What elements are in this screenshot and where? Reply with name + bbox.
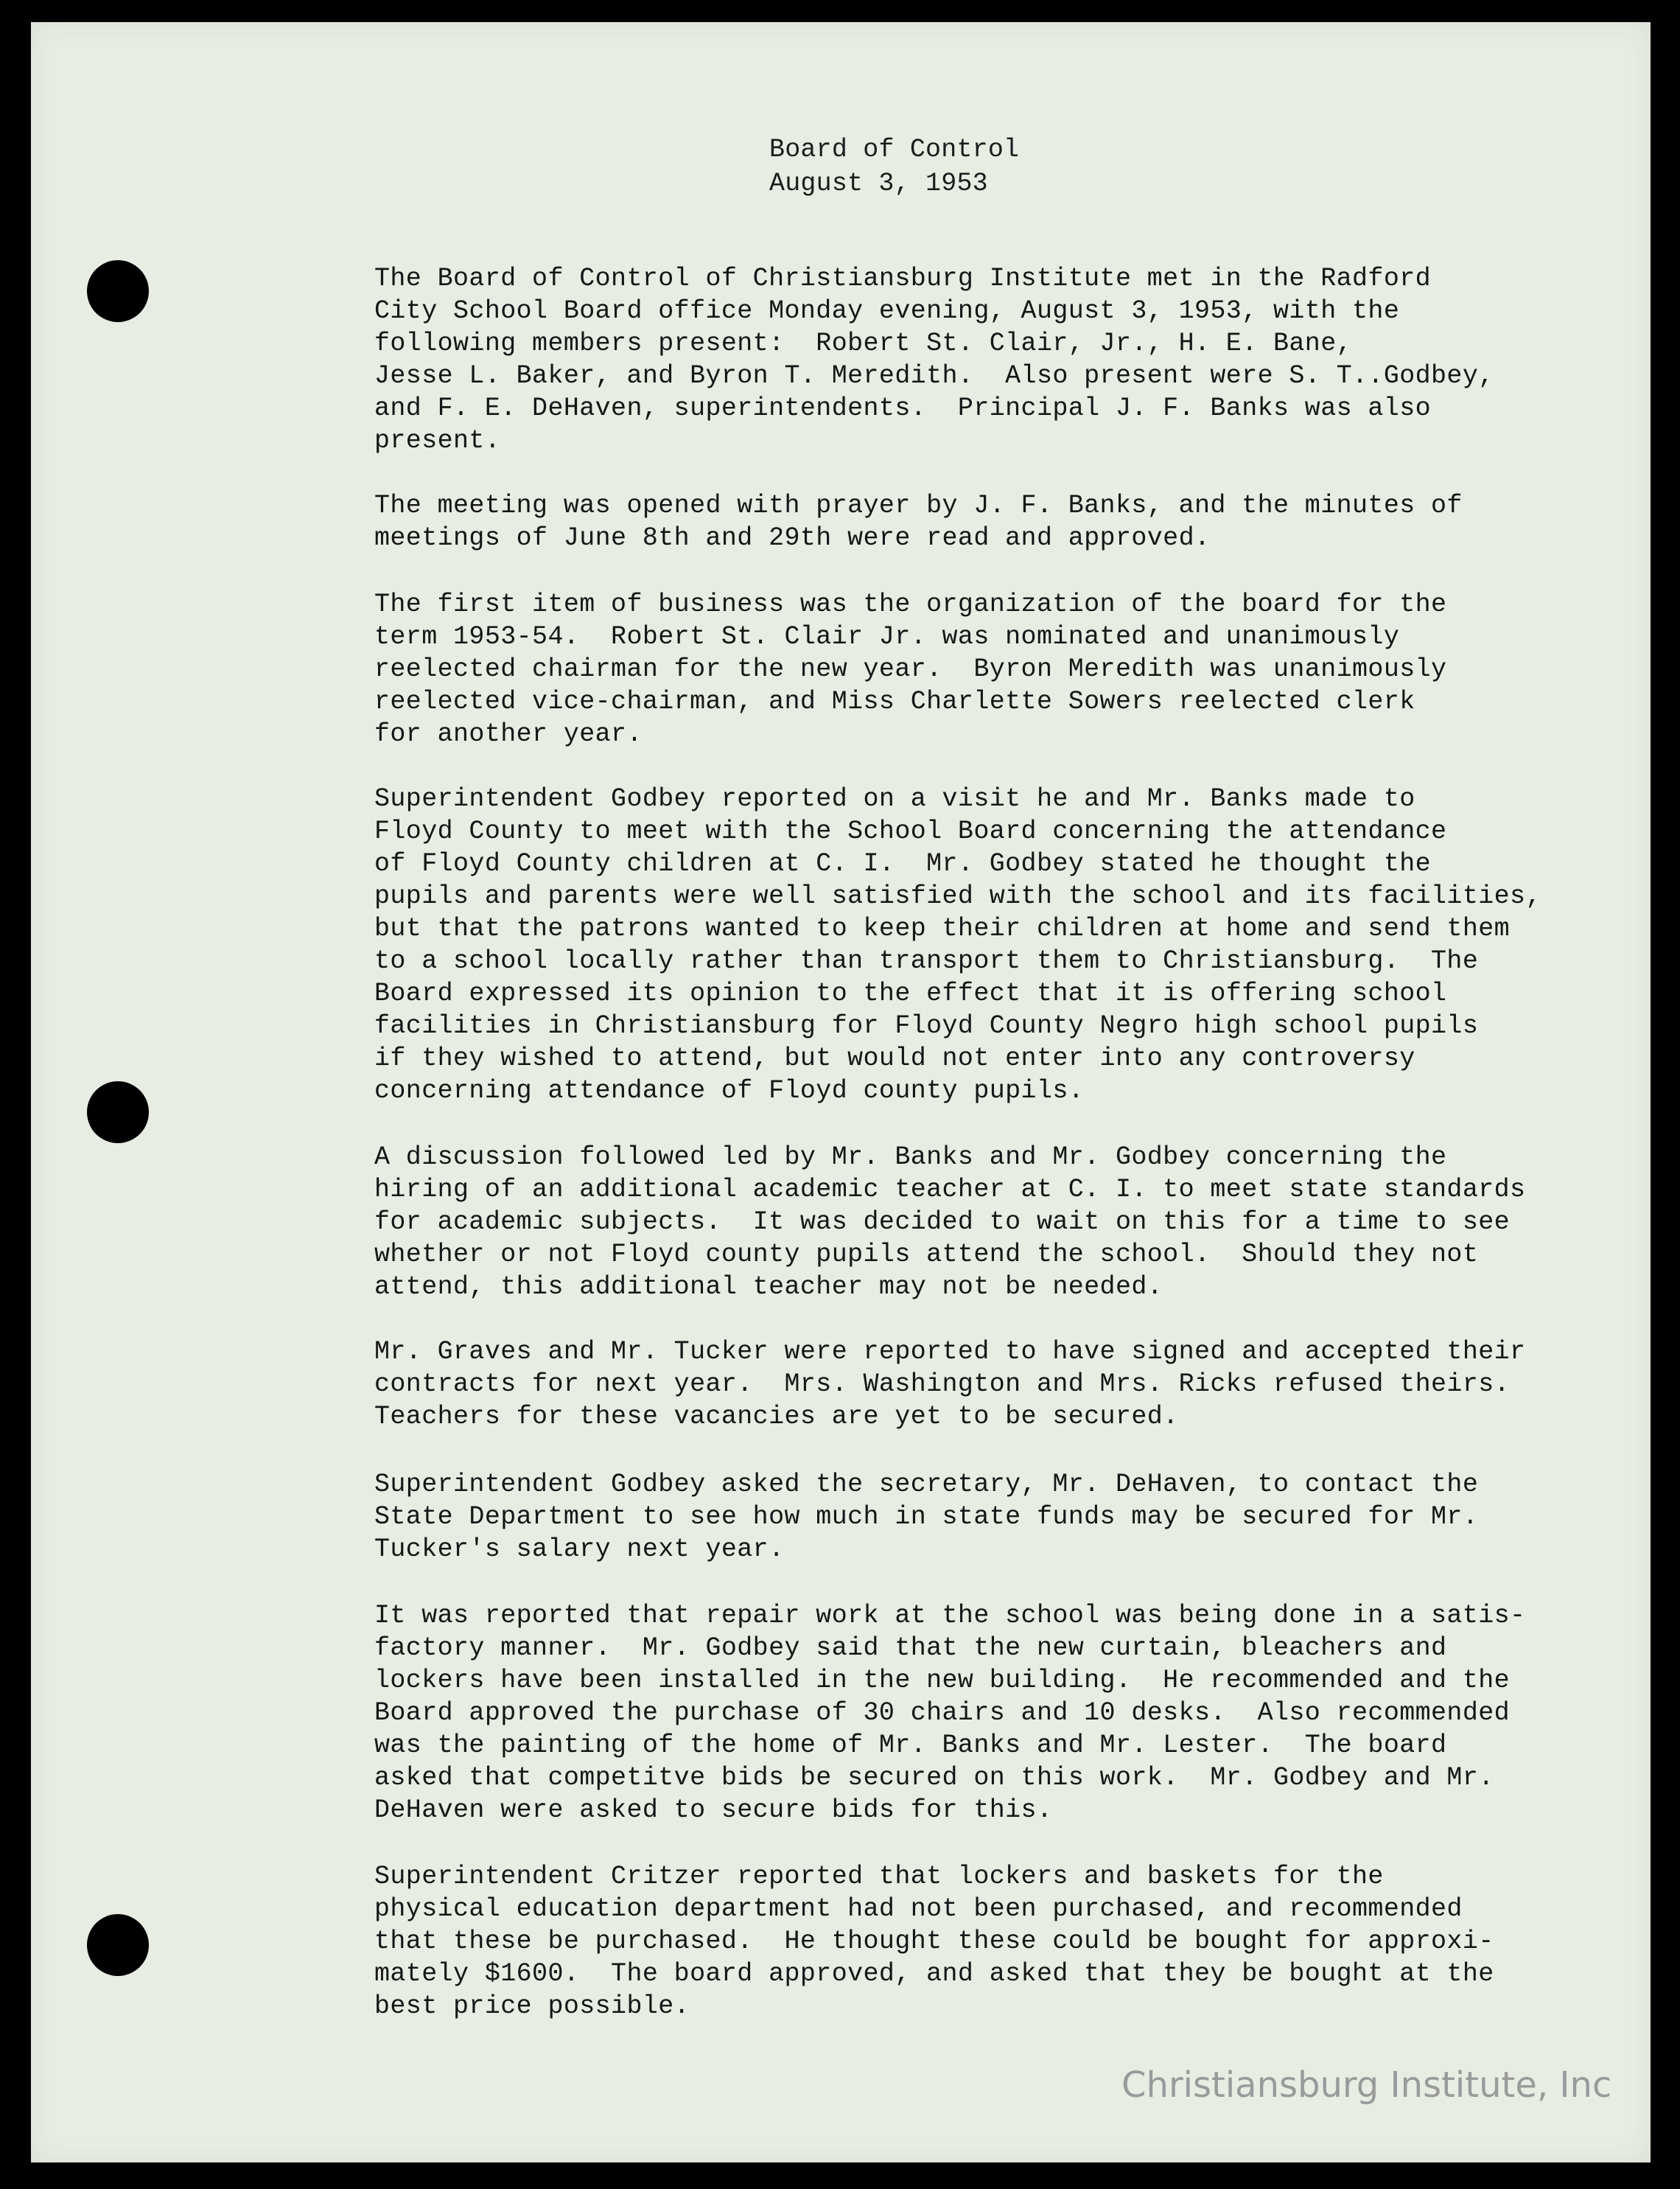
paragraph-line: reelected vice-chairman, and Miss Charlette Sowers reelected clerk bbox=[374, 687, 1415, 716]
paragraph-line: The meeting was opened with prayer by J. F. Banks, and the minutes of bbox=[374, 491, 1463, 520]
paragraph-line: The first item of business was the organization of the board for the bbox=[374, 590, 1447, 619]
paragraph-line: Jesse L. Baker, and Byron T. Meredith. Also present were S. T..Godbey, bbox=[374, 361, 1494, 391]
minutes-paragraph bbox=[374, 783, 1568, 1107]
paragraph-line: best price possible. bbox=[374, 1991, 690, 2021]
paragraph-line: and F. E. DeHaven, superintendents. Principal J. F. Banks was also bbox=[374, 394, 1432, 423]
minutes-paragraph bbox=[374, 1468, 1568, 1565]
paragraph-line: was the painting of the home of Mr. Banks and Mr. Lester. The board bbox=[374, 1731, 1447, 1760]
watermark-text: Christiansburg Institute, Inc bbox=[1121, 2064, 1612, 2106]
document-header bbox=[769, 133, 1138, 200]
paragraph-line: to a school locally rather than transport them to Christiansburg. The bbox=[374, 946, 1479, 976]
paragraph-line: but that the patrons wanted to keep their children at home and send them bbox=[374, 914, 1511, 943]
document-title: Board of Control bbox=[769, 135, 1020, 164]
paragraph-line: contracts for next year. Mrs. Washington and Mrs. Ricks refused theirs. bbox=[374, 1369, 1511, 1399]
minutes-paragraph bbox=[374, 489, 1568, 554]
minutes-paragraph bbox=[374, 1860, 1568, 2022]
paragraph-line: asked that competitve bids be secured on this work. Mr. Godbey and Mr. bbox=[374, 1763, 1494, 1792]
paragraph-line: meetings of June 8th and 29th were read and approved. bbox=[374, 523, 1211, 553]
paragraph-line: A discussion followed led by Mr. Banks and Mr. Godbey concerning the bbox=[374, 1142, 1447, 1172]
paragraph-line: following members present: Robert St. Clair, Jr., H. E. Bane, bbox=[374, 329, 1353, 358]
paragraph-line: Floyd County to meet with the School Board concerning the attendance bbox=[374, 817, 1447, 846]
paragraph-line: for another year. bbox=[374, 719, 643, 749]
paragraph-line: lockers have been installed in the new building. He recommended and the bbox=[374, 1666, 1511, 1695]
minutes-paragraph bbox=[374, 1336, 1568, 1433]
paragraph-line: Superintendent Godbey asked the secretary, Mr. DeHaven, to contact the bbox=[374, 1470, 1479, 1499]
paragraph-line: whether or not Floyd county pupils attend the school. Should they not bbox=[374, 1240, 1479, 1269]
paragraph-line: hiring of an additional academic teacher at C. I. to meet state standards bbox=[374, 1175, 1526, 1204]
paragraph-line: Tucker's salary next year. bbox=[374, 1535, 785, 1564]
document-date: August 3, 1953 bbox=[769, 169, 988, 198]
paragraph-line: State Department to see how much in state funds may be secured for Mr. bbox=[374, 1502, 1479, 1532]
binder-hole bbox=[87, 1081, 149, 1143]
paragraph-line: attend, this additional teacher may not be needed. bbox=[374, 1272, 1163, 1302]
binder-hole bbox=[87, 1914, 149, 1976]
paragraph-line: concerning attendance of Floyd county pupils. bbox=[374, 1076, 1085, 1106]
paragraph-line: factory manner. Mr. Godbey said that the new curtain, bleachers and bbox=[374, 1633, 1447, 1663]
minutes-paragraph bbox=[374, 262, 1568, 457]
paragraph-line: term 1953-54. Robert St. Clair Jr. was nominated and unanimously bbox=[374, 622, 1400, 652]
minutes-paragraph bbox=[374, 588, 1568, 750]
paragraph-line: Board expressed its opinion to the effect that it is offering school bbox=[374, 979, 1447, 1008]
paragraph-line: of Floyd County children at C. I. Mr. Godbey stated he thought the bbox=[374, 849, 1432, 879]
minutes-paragraph bbox=[374, 1599, 1568, 1826]
paragraph-line: mately $1600. The board approved, and asked that they be bought at the bbox=[374, 1959, 1494, 1989]
paragraph-line: that these be purchased. He thought these could be bought for approxi- bbox=[374, 1927, 1494, 1956]
paragraph-line: facilities in Christiansburg for Floyd County Negro high school pupils bbox=[374, 1011, 1479, 1041]
paragraph-line: Superintendent Critzer reported that lockers and baskets for the bbox=[374, 1862, 1384, 1891]
minutes-paragraph bbox=[374, 1141, 1568, 1303]
paragraph-line: City School Board office Monday evening, August 3, 1953, with the bbox=[374, 296, 1400, 326]
paragraph-line: present. bbox=[374, 426, 501, 455]
paragraph-line: physical education department had not been purchased, and recommended bbox=[374, 1894, 1463, 1924]
paragraph-line: It was reported that repair work at the school was being done in a satis- bbox=[374, 1601, 1526, 1630]
minutes-body bbox=[374, 262, 1568, 2022]
paragraph-line: The Board of Control of Christiansburg Institute met in the Radford bbox=[374, 264, 1432, 293]
paragraph-line: pupils and parents were well satisfied with the school and its facilities, bbox=[374, 881, 1541, 911]
paragraph-line: Board approved the purchase of 30 chairs and 10 desks. Also recommended bbox=[374, 1698, 1511, 1728]
paragraph-line: Teachers for these vacancies are yet to be secured. bbox=[374, 1402, 1179, 1431]
paragraph-line: DeHaven were asked to secure bids for this. bbox=[374, 1795, 1053, 1825]
paragraph-line: reelected chairman for the new year. Byron Meredith was unanimously bbox=[374, 654, 1447, 684]
binder-hole bbox=[87, 260, 149, 322]
paragraph-line: for academic subjects. It was decided to wait on this for a time to see bbox=[374, 1207, 1511, 1237]
paragraph-line: if they wished to attend, but would not enter into any controversy bbox=[374, 1044, 1415, 1073]
paragraph-line: Superintendent Godbey reported on a visit he and Mr. Banks made to bbox=[374, 784, 1415, 814]
paragraph-line: Mr. Graves and Mr. Tucker were reported to have signed and accepted their bbox=[374, 1337, 1526, 1366]
